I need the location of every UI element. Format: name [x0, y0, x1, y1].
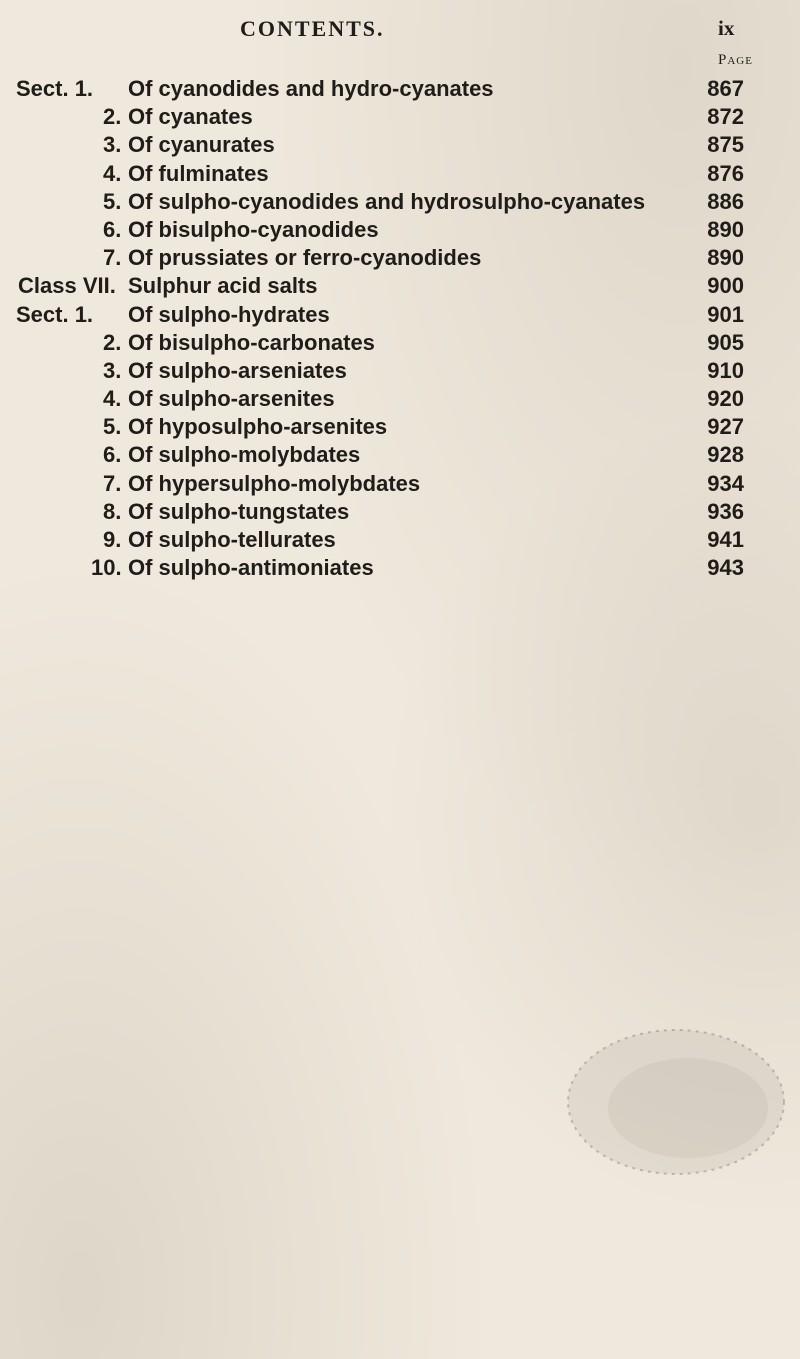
entry-title: Of cyanates — [128, 104, 253, 130]
page-number: 910 — [707, 357, 744, 383]
toc-entry — [0, 527, 800, 551]
entry-title: Of sulpho-arsenites — [128, 386, 335, 412]
page-number: 890 — [707, 216, 744, 242]
contents-list — [0, 76, 800, 581]
page-number: 876 — [707, 160, 744, 186]
page-number: 927 — [707, 414, 744, 440]
toc-class-heading — [0, 273, 800, 297]
section-number: 4. — [103, 386, 122, 412]
entry-title: Of bisulpho-carbonates — [128, 329, 375, 355]
entry-title: Of cyanodides and hydro-cyanates — [128, 76, 494, 101]
section-number: 3. — [103, 132, 122, 158]
section-number: 4. — [103, 160, 122, 186]
entry-title: Of sulpho-tungstates — [128, 498, 350, 524]
page-number: 867 — [707, 76, 744, 101]
section-number: 3. — [103, 357, 122, 383]
page-number: 928 — [707, 442, 744, 468]
section-number: 7. — [103, 245, 122, 271]
toc-entry — [0, 76, 800, 100]
toc-entry — [0, 302, 800, 326]
entry-title: Of hypersulpho-molybdates — [128, 470, 421, 496]
toc-entry — [0, 442, 800, 466]
section-number: Sect. 1. — [16, 76, 94, 101]
section-number: 7. — [103, 470, 122, 496]
entry-title: Of bisulpho-cyanodides — [128, 216, 379, 242]
section-number: 2. — [103, 104, 122, 130]
section-number: Sect. 1. — [16, 301, 94, 327]
toc-entry — [0, 471, 800, 495]
entry-title: Of fulminates — [128, 160, 269, 186]
entry-title: Of hyposulpho-arsenites — [128, 414, 388, 440]
class-number: Class VII. — [18, 273, 116, 299]
toc-entry — [0, 499, 800, 523]
toc-entry — [0, 555, 800, 579]
page-number: 900 — [707, 273, 744, 299]
page-number: 886 — [707, 188, 744, 214]
section-number: 8. — [103, 498, 122, 524]
page-number: 872 — [707, 104, 744, 130]
toc-entry — [0, 161, 800, 185]
entry-title: Of sulpho-tellurates — [128, 527, 336, 552]
toc-entry — [0, 189, 800, 213]
page-number: 934 — [707, 470, 744, 496]
toc-entry — [0, 132, 800, 156]
page-number: 890 — [707, 245, 744, 271]
toc-entry — [0, 217, 800, 241]
page-title: CONTENTS. — [240, 16, 385, 41]
page-column-label: Page — [718, 52, 753, 68]
running-head — [0, 10, 800, 50]
entry-title: Of sulpho-antimoniates — [128, 555, 374, 581]
toc-entry — [0, 330, 800, 354]
toc-entry — [0, 245, 800, 269]
entry-title: Of sulpho-cyanodides and hydrosulpho-cyanates — [128, 188, 646, 214]
entry-title: Of sulpho-hydrates — [128, 301, 330, 327]
section-number: 10. — [91, 555, 122, 581]
page-number: 941 — [707, 527, 744, 552]
page-number: 905 — [707, 329, 744, 355]
paper-stain — [548, 1010, 788, 1190]
section-number: 5. — [103, 188, 122, 214]
folio-number: ix — [718, 16, 735, 40]
toc-entry — [0, 414, 800, 438]
page-number: 920 — [707, 386, 744, 412]
section-number: 6. — [103, 442, 122, 468]
entry-title: Of cyanurates — [128, 132, 275, 158]
toc-entry — [0, 104, 800, 128]
page-number: 936 — [707, 498, 744, 524]
section-number: 2. — [103, 329, 122, 355]
section-number: 6. — [103, 216, 122, 242]
entry-title: Of sulpho-molybdates — [128, 442, 361, 468]
page-number: 875 — [707, 132, 744, 158]
section-number: 9. — [103, 527, 122, 552]
section-number: 5. — [103, 414, 122, 440]
toc-entry — [0, 358, 800, 382]
entry-title: Of sulpho-arseniates — [128, 357, 347, 383]
page-number: 901 — [707, 301, 744, 327]
toc-entry — [0, 386, 800, 410]
entry-title: Sulphur acid salts — [128, 273, 318, 299]
entry-title: Of prussiates or ferro-cyanodides — [128, 245, 482, 271]
page-number: 943 — [707, 555, 744, 581]
